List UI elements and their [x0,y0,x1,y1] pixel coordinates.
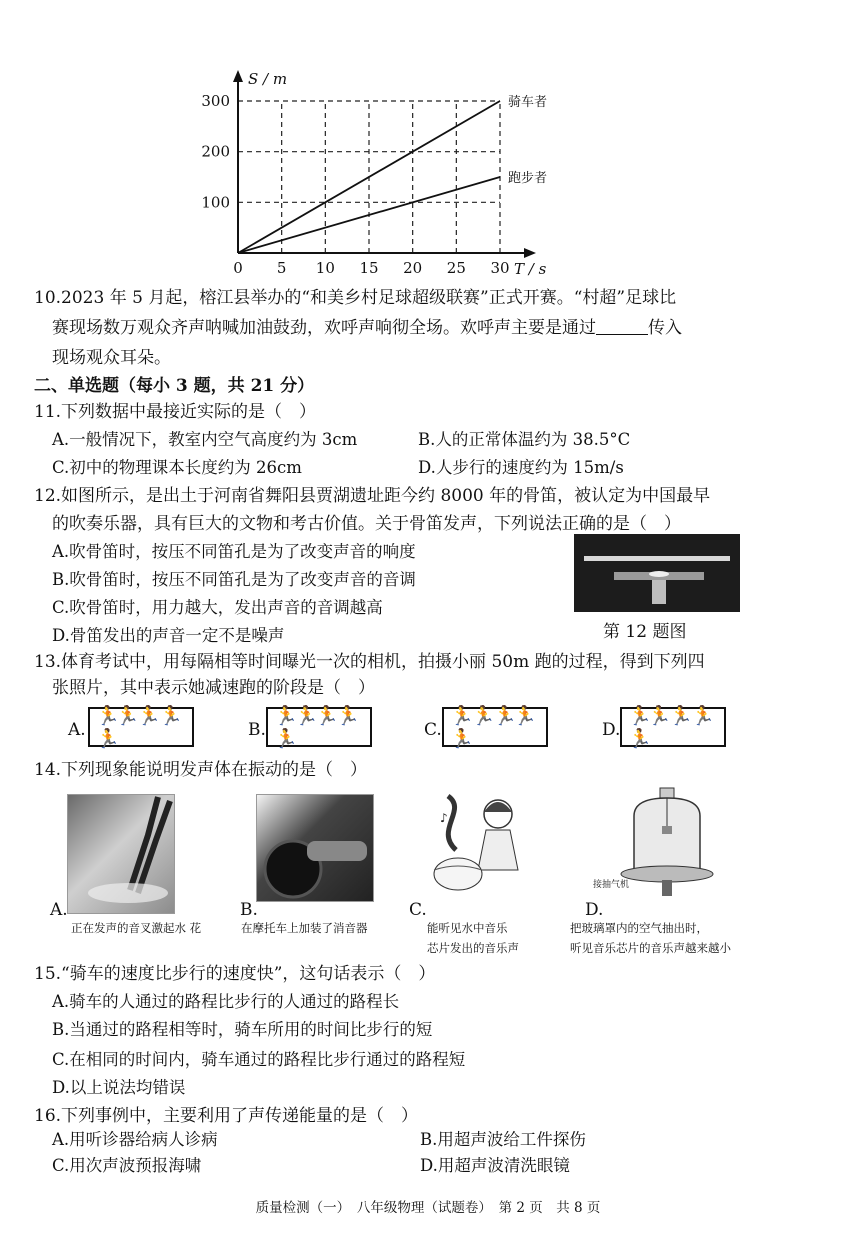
x-tick-label: 25 [446,259,466,277]
q11-option-d: D.人步行的速度约为 15m/s [418,458,624,477]
photo-strip-c: 🏃 🏃 🏃🏃🏃 [442,707,548,747]
q11-option-c: C.初中的物理课本长度约为 26cm [52,458,302,477]
section-title: 二、单选题（每小 3 题，共 21 分） [34,376,315,396]
x-tick-label: 20 [403,259,423,277]
q12-line2: 的吹奏乐器，具有巨大的文物和考古价值。关于骨笛发声，下列说法正确的是（ ） [52,514,681,534]
caption-a: 正在发声的音叉激起水 花 [71,921,202,935]
q14-label-c: C. [409,900,427,920]
q13-label-a: A. [68,720,86,740]
q15-option-d: D.以上说法均错误 [52,1078,186,1097]
y-axis-arrow [233,70,243,82]
photo-strip-b: 🏃🏃🏃🏃🏃 [266,707,372,747]
caption-d2: 听见音乐芯片的音乐声越来越小 [570,941,731,955]
q13-line2: 张照片，其中表示她减速跑的阶段是（ ） [52,678,375,698]
q11-stem: 11.下列数据中最接近实际的是（ ） [34,402,317,422]
y-tick-label: 100 [201,193,230,212]
q10-line1: 10.2023 年 5 月起，榕江县举办的“和美乡村足球超级联赛”正式开赛。“村超”足球比 [34,288,677,308]
q12-option-a: A.吹骨笛时，按压不同笛孔是为了改变声音的响度 [52,542,416,561]
tuning-fork-icon [68,795,174,913]
x-tick-label: 0 [233,259,243,277]
q16-option-b: B.用超声波给工件探伤 [420,1130,586,1149]
pump-label: 接抽气机 [593,880,630,890]
distance-time-chart [195,68,565,278]
q16-option-c: C.用次声波预报海啸 [52,1156,202,1175]
q14-stem: 14.下列现象能说明发声体在振动的是（ ） [34,760,368,780]
bone-flute-icon [574,534,740,612]
page-footer: 质量检测（一） 八年级物理（试题卷） 第 2 页 共 8 页 [255,1200,601,1216]
x-axis-arrow [524,248,536,258]
q12-line1: 12.如图所示，是出土于河南省舞阳县贾湖遗址距今约 8000 年的骨笛，被认定为中国最早 [34,486,711,506]
q10-line3: 现场观众耳朵。 [52,348,171,368]
caption-c2: 芯片发出的音乐声 [427,941,519,955]
series-label-0: 骑车者 [508,95,548,110]
y-tick-label: 200 [201,142,230,161]
q13-label-b: B. [248,720,266,740]
caption-d1: 把玻璃罩内的空气抽出时， [570,921,708,935]
series-label-1: 跑步者 [508,171,548,186]
q13-line1: 13.体育考试中，用每隔相等时间曝光一次的相机，拍摄小丽 50m 跑的过程，得到下列四 [34,652,705,672]
girl-fishbowl-picture [428,790,532,902]
q15-option-a: A.骑车的人通过的路程比步行的人通过的路程长 [52,992,400,1011]
q11-option-a: A.一般情况下，教室内空气高度约为 3cm [52,430,358,449]
x-tick-label: 15 [359,259,379,277]
x-tick-label: 5 [276,259,287,277]
q10-line2-text: 赛现场数万观众齐声呐喊加油鼓劲，欢呼声响彻全场。欢呼声主要是通过 [52,318,596,338]
photo-strip-d: 🏃🏃 🏃 🏃🏃 [620,707,726,747]
q11-option-b: B.人的正常体温约为 38.5°C [418,430,631,449]
x-tick-label: 30 [490,259,510,277]
q12-option-c: C.吹骨笛时，用力越大，发出声音的音调越高 [52,598,383,617]
x-tick-label: 10 [315,259,335,277]
q14-label-a: A. [50,900,68,920]
q13-label-d: D. [602,720,621,740]
tuning-fork-photo [67,794,175,914]
svg-text:♪: ♪ [440,811,448,825]
q16-option-a: A.用听诊器给病人诊病 [52,1130,218,1149]
girl-fishbowl-icon [428,790,532,902]
q15-stem: 15.“骑车的速度比步行的速度快”，这句话表示（ ） [34,964,436,984]
caption-c1: 能听见水中音乐 [427,921,508,935]
x-axis-label: T / s [514,260,547,278]
photo-strip-a: 🏃🏃 🏃 🏃 🏃 [88,707,194,747]
caption-b: 在摩托车上加装了消音器 [241,921,368,935]
q14-label-b: B. [240,900,258,920]
q12-option-d: D.骨笛发出的声音一定不是噪声 [52,626,285,645]
figure-caption: 第 12 题图 [603,622,687,642]
motorcycle-photo [256,794,374,902]
q10-line2 [52,316,682,340]
q10-line2-end: 传入 [648,318,682,338]
q12-option-b: B.吹骨笛时，按压不同笛孔是为了改变声音的音调 [52,570,416,589]
q15-option-b: B.当通过的路程相等时，骑车所用的时间比步行的短 [52,1020,433,1039]
y-axis-label: S / m [248,70,288,88]
q16-stem: 16.下列事例中，主要利用了声传递能量的是（ ） [34,1106,419,1126]
q14-label-d: D. [585,900,604,920]
bone-flute-photo [574,534,740,612]
y-tick-label: 300 [201,92,230,110]
q15-option-c: C.在相同的时间内，骑车通过的路程比步行通过的路程短 [52,1050,466,1069]
q16-option-d: D.用超声波清洗眼镜 [420,1156,570,1175]
motorcycle-icon [257,795,373,901]
answer-blank [596,318,648,335]
q13-label-c: C. [424,720,442,740]
